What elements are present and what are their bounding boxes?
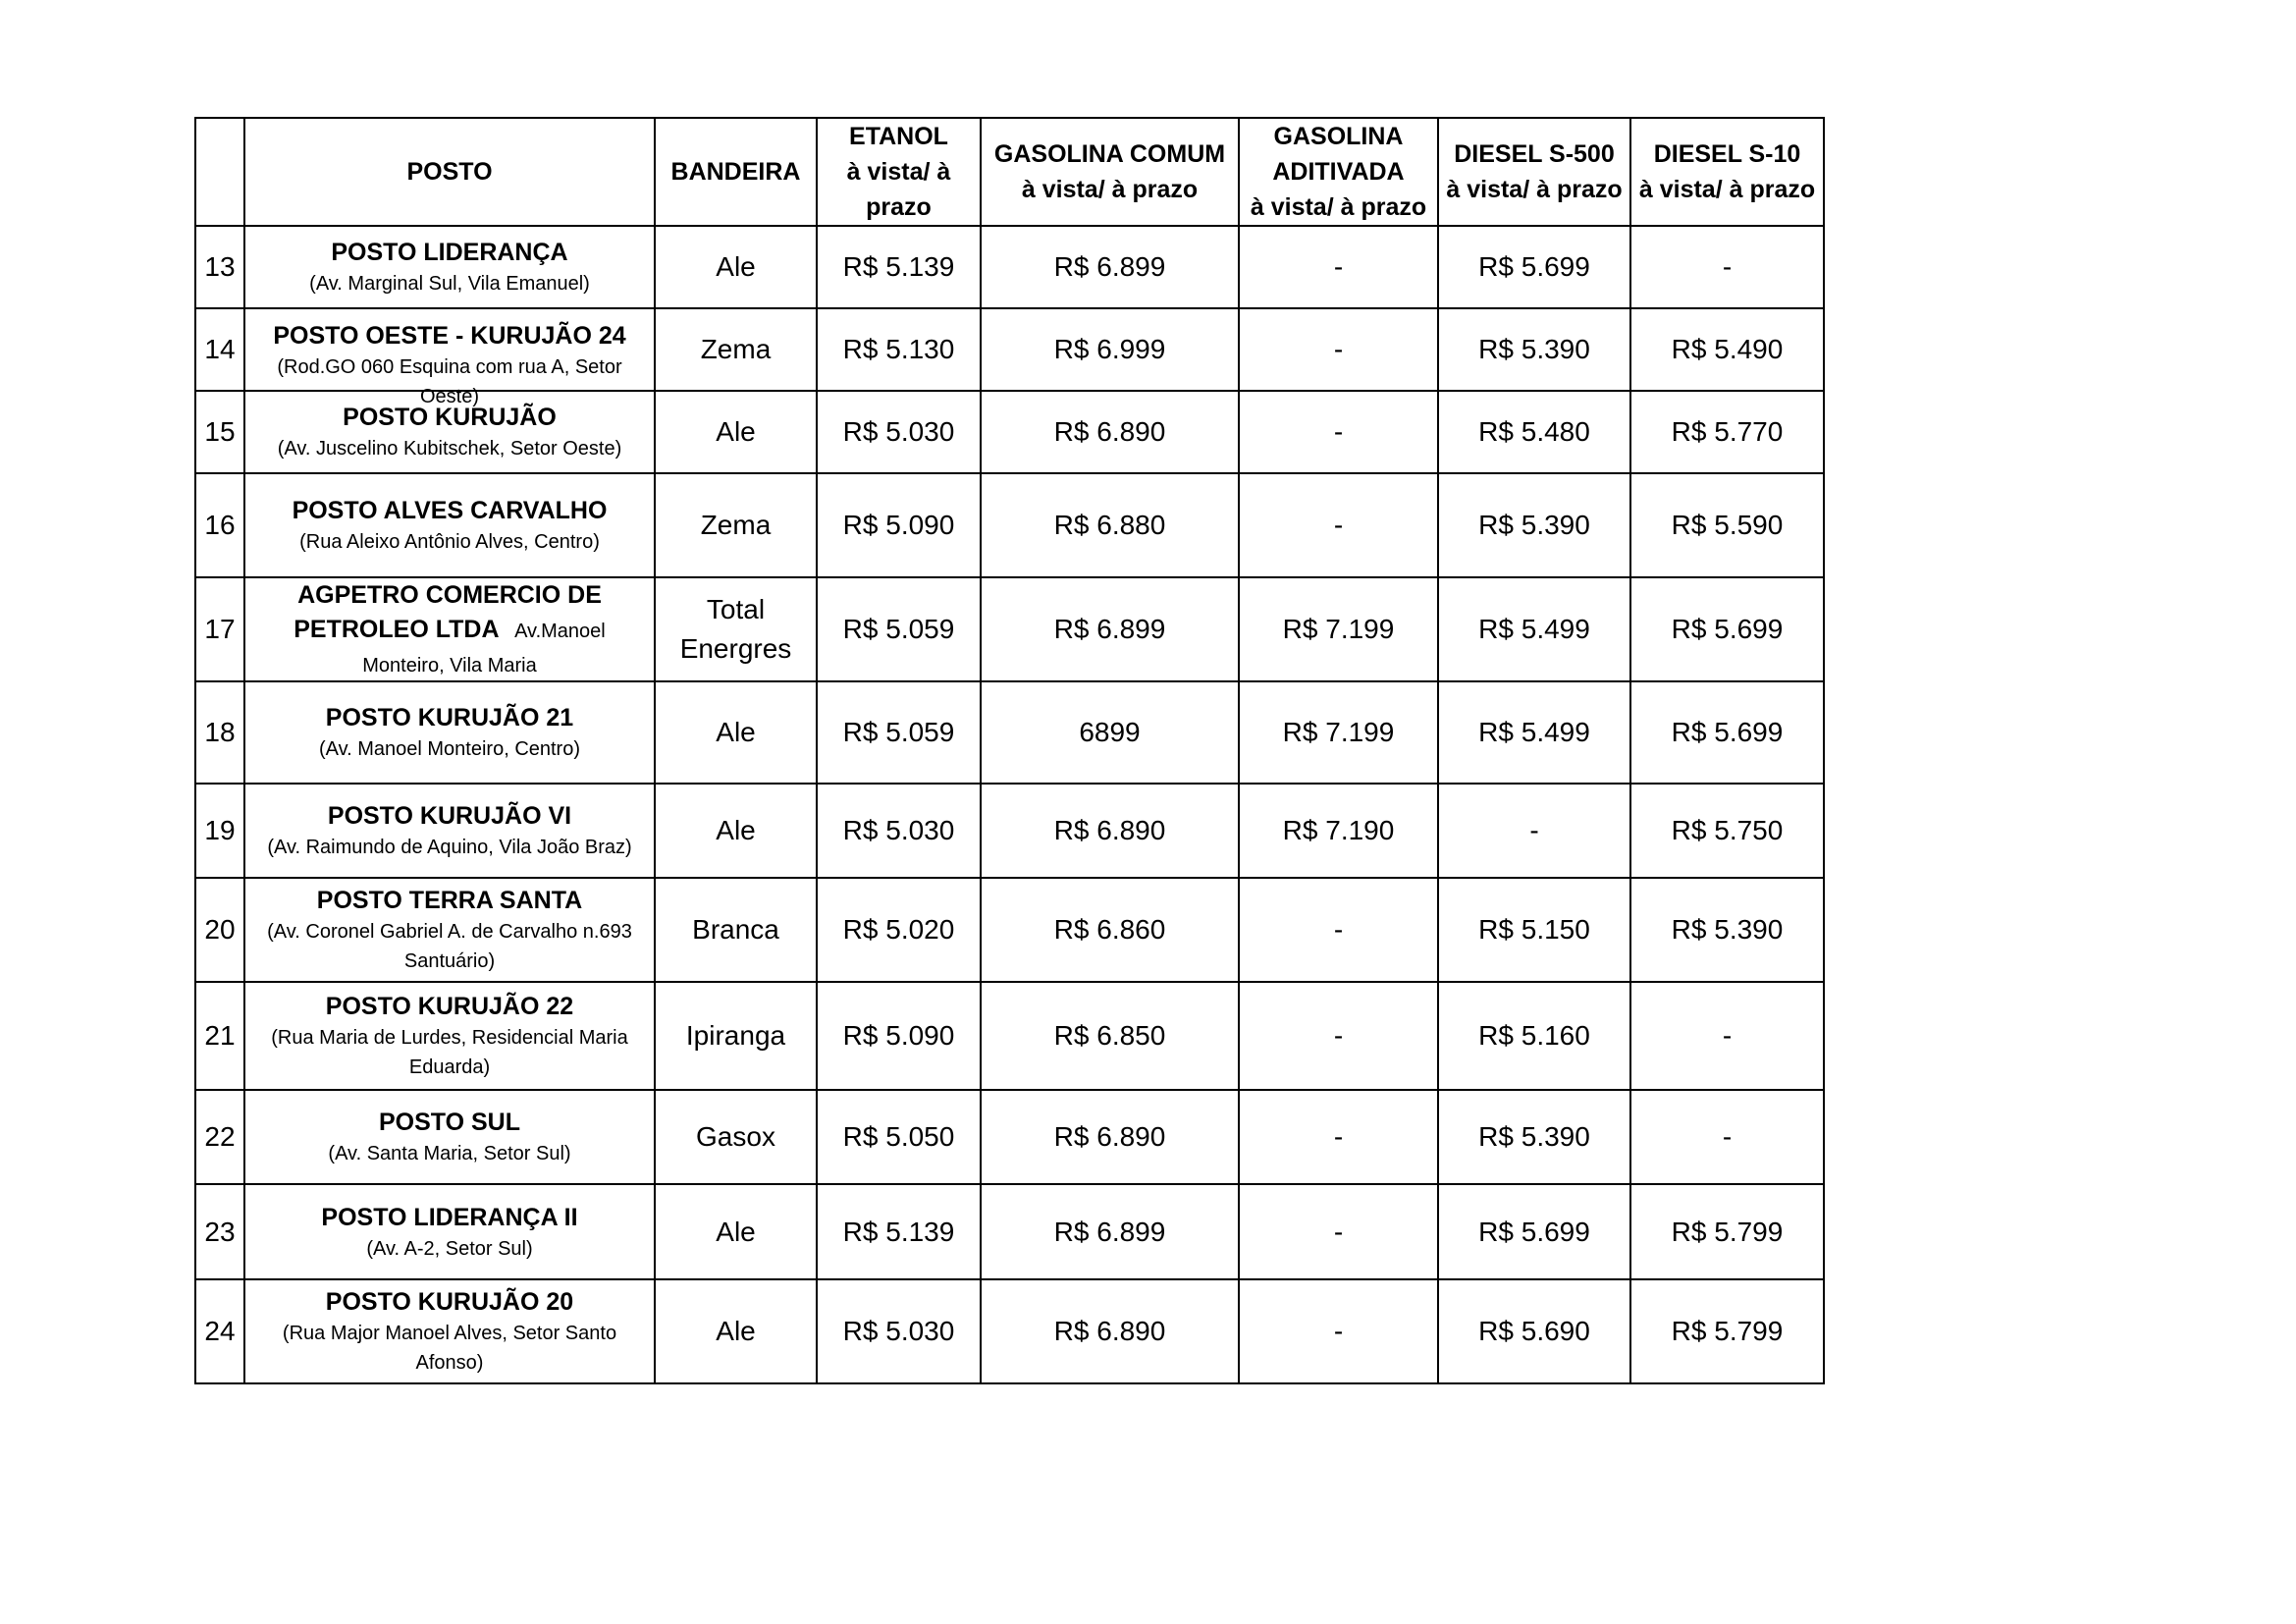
diesel-s10-price: R$ 5.699 — [1630, 681, 1824, 784]
diesel-s10-price: R$ 5.699 — [1630, 577, 1824, 681]
diesel-s500-price: R$ 5.499 — [1438, 577, 1630, 681]
posto-cell — [244, 391, 655, 473]
gasolina-comum-price: R$ 6.899 — [981, 1184, 1239, 1279]
header-diesel-s10-title: DIESEL S-10 — [1653, 140, 1801, 168]
header-gasolina-aditivada-title-1: GASOLINA — [1273, 123, 1404, 150]
gasolina-aditivada-price: - — [1239, 1090, 1438, 1184]
gasolina-aditivada-price: - — [1239, 473, 1438, 577]
header-gasolina-aditivada — [1239, 118, 1438, 226]
bandeira-cell: Ale — [655, 391, 817, 473]
posto-name: POSTO TERRA SANTA — [316, 887, 583, 914]
posto-name: POSTO LIDERANÇA II — [321, 1203, 578, 1231]
diesel-s500-price: R$ 5.390 — [1438, 308, 1630, 391]
posto-address: (Av. Raimundo de Aquino, Vila João Braz) — [267, 837, 632, 858]
table-row — [195, 473, 1824, 577]
etanol-price: R$ 5.090 — [817, 473, 981, 577]
posto-cell — [244, 577, 655, 681]
posto-name: POSTO ALVES CARVALHO — [292, 497, 608, 524]
posto-address: (Rua Maria de Lurdes, Residencial Maria Eduarda) — [271, 1027, 628, 1078]
row-number: 19 — [195, 784, 244, 878]
gasolina-comum-price: R$ 6.860 — [981, 878, 1239, 982]
diesel-s500-price: R$ 5.390 — [1438, 1090, 1630, 1184]
posto-cell — [244, 681, 655, 784]
bandeira-cell: Ale — [655, 1279, 817, 1383]
bandeira-cell: Zema — [655, 473, 817, 577]
posto-address: (Av. Juscelino Kubitschek, Setor Oeste) — [277, 438, 622, 460]
gasolina-comum-price: R$ 6.890 — [981, 784, 1239, 878]
table-row — [195, 982, 1824, 1090]
row-number: 20 — [195, 878, 244, 982]
diesel-s10-price: - — [1630, 226, 1824, 308]
header-diesel-s10-terms: à vista/ à prazo — [1638, 176, 1816, 203]
header-diesel-s10 — [1630, 118, 1824, 226]
header-posto: POSTO — [244, 118, 655, 226]
row-number: 17 — [195, 577, 244, 681]
posto-cell — [244, 308, 655, 407]
etanol-price: R$ 5.059 — [817, 681, 981, 784]
header-etanol — [817, 118, 981, 226]
diesel-s500-price: R$ 5.480 — [1438, 391, 1630, 473]
etanol-price: R$ 5.090 — [817, 982, 981, 1090]
posto-cell — [244, 226, 655, 308]
header-gasolina-comum — [981, 118, 1239, 226]
gasolina-comum-price: R$ 6.999 — [981, 308, 1239, 391]
diesel-s500-price: R$ 5.390 — [1438, 473, 1630, 577]
table-row — [195, 1184, 1824, 1279]
header-bandeira: BANDEIRA — [655, 118, 817, 226]
gasolina-aditivada-price: - — [1239, 226, 1438, 308]
row-number: 16 — [195, 473, 244, 577]
row-number: 13 — [195, 226, 244, 308]
header-etanol-terms-2: prazo — [866, 193, 932, 221]
gasolina-aditivada-price: - — [1239, 391, 1438, 473]
posto-cell — [244, 784, 655, 878]
table-row — [195, 308, 1824, 391]
posto-name: POSTO OESTE - KURUJÃO 24 — [273, 322, 626, 350]
gasolina-comum-price: R$ 6.890 — [981, 391, 1239, 473]
posto-name: POSTO KURUJÃO 20 — [325, 1288, 574, 1316]
bandeira-cell: Ale — [655, 681, 817, 784]
row-number: 14 — [195, 308, 244, 391]
gasolina-aditivada-price: - — [1239, 982, 1438, 1090]
row-number: 23 — [195, 1184, 244, 1279]
gasolina-comum-price: R$ 6.880 — [981, 473, 1239, 577]
header-etanol-terms-1: à vista/ à — [846, 158, 951, 186]
etanol-price: R$ 5.050 — [817, 1090, 981, 1184]
posto-address: (Rua Aleixo Antônio Alves, Centro) — [299, 531, 600, 553]
row-number: 15 — [195, 391, 244, 473]
diesel-s10-price: R$ 5.590 — [1630, 473, 1824, 577]
posto-cell — [244, 473, 655, 577]
etanol-price: R$ 5.130 — [817, 308, 981, 391]
etanol-price: R$ 5.059 — [817, 577, 981, 681]
posto-address: (Av. Marginal Sul, Vila Emanuel) — [309, 273, 590, 295]
table-row — [195, 784, 1824, 878]
posto-address: (Av. Manoel Monteiro, Centro) — [318, 738, 581, 760]
posto-name: AGPETRO COMERCIO DE — [297, 581, 602, 609]
gasolina-aditivada-price: - — [1239, 1279, 1438, 1383]
gasolina-aditivada-price: R$ 7.190 — [1239, 784, 1438, 878]
header-gasolina-comum-title: GASOLINA COMUM — [993, 140, 1226, 168]
header-diesel-s500-terms: à vista/ à prazo — [1446, 176, 1623, 203]
gasolina-aditivada-price: R$ 7.199 — [1239, 681, 1438, 784]
posto-name: POSTO KURUJÃO 22 — [325, 993, 574, 1020]
bandeira-cell: Ipiranga — [655, 982, 817, 1090]
posto-address: Av.Manoel Monteiro, Vila Maria — [362, 621, 606, 677]
table-row — [195, 226, 1824, 308]
row-number: 18 — [195, 681, 244, 784]
diesel-s500-price: R$ 5.699 — [1438, 1184, 1630, 1279]
posto-address: (Av. Coronel Gabriel A. de Carvalho n.693 Santuário) — [267, 921, 632, 972]
diesel-s10-price: - — [1630, 1090, 1824, 1184]
bandeira-cell: Gasox — [655, 1090, 817, 1184]
etanol-price: R$ 5.020 — [817, 878, 981, 982]
posto-name: POSTO KURUJÃO 21 — [325, 704, 574, 731]
row-number: 21 — [195, 982, 244, 1090]
diesel-s10-price: - — [1630, 982, 1824, 1090]
posto-name: POSTO LIDERANÇA — [331, 239, 568, 266]
header-etanol-title: ETANOL — [849, 123, 948, 150]
table-row — [195, 1090, 1824, 1184]
table-row — [195, 681, 1824, 784]
diesel-s500-price: - — [1438, 784, 1630, 878]
bandeira-cell: Branca — [655, 878, 817, 982]
header-gasolina-comum-terms: à vista/ à prazo — [1021, 176, 1199, 203]
diesel-s500-price: R$ 5.699 — [1438, 226, 1630, 308]
row-number: 22 — [195, 1090, 244, 1184]
row-number: 24 — [195, 1279, 244, 1383]
etanol-price: R$ 5.139 — [817, 1184, 981, 1279]
posto-cell — [244, 982, 655, 1090]
table-row — [195, 391, 1824, 473]
table-row — [195, 1279, 1824, 1383]
diesel-s10-price: R$ 5.770 — [1630, 391, 1824, 473]
fuel-price-table — [194, 117, 1825, 1384]
diesel-s10-price: R$ 5.490 — [1630, 308, 1824, 391]
posto-address: (Rua Major Manoel Alves, Setor Santo Afonso) — [282, 1323, 617, 1374]
posto-address: (Av. A-2, Setor Sul) — [366, 1237, 533, 1260]
table-row — [195, 878, 1824, 982]
posto-cell — [244, 1279, 655, 1383]
etanol-price: R$ 5.030 — [817, 784, 981, 878]
diesel-s500-price: R$ 5.499 — [1438, 681, 1630, 784]
diesel-s10-price: R$ 5.799 — [1630, 1279, 1824, 1383]
gasolina-aditivada-price: - — [1239, 1184, 1438, 1279]
posto-name: POSTO KURUJÃO VI — [327, 802, 572, 830]
header-gasolina-aditivada-terms: à vista/ à prazo — [1250, 193, 1427, 221]
diesel-s500-price: R$ 5.160 — [1438, 982, 1630, 1090]
bandeira-cell: Zema — [655, 308, 817, 391]
header-gasolina-aditivada-title-2: ADITIVADA — [1272, 158, 1405, 186]
header-diesel-s500 — [1438, 118, 1630, 226]
bandeira-cell: Ale — [655, 226, 817, 308]
posto-name: POSTO SUL — [378, 1109, 520, 1136]
gasolina-aditivada-price: - — [1239, 878, 1438, 982]
table-row — [195, 577, 1824, 681]
etanol-price: R$ 5.030 — [817, 1279, 981, 1383]
gasolina-comum-price: 6899 — [981, 681, 1239, 784]
posto-name-address-line — [251, 612, 648, 680]
posto-address: (Rod.GO 060 Esquina com rua A, Setor Oeste) — [277, 356, 622, 407]
diesel-s500-price: R$ 5.150 — [1438, 878, 1630, 982]
gasolina-comum-price: R$ 6.899 — [981, 226, 1239, 308]
header-number — [195, 118, 244, 226]
bandeira-cell: Ale — [655, 784, 817, 878]
gasolina-comum-price: R$ 6.850 — [981, 982, 1239, 1090]
posto-cell — [244, 878, 655, 982]
gasolina-aditivada-price: R$ 7.199 — [1239, 577, 1438, 681]
posto-cell — [244, 1090, 655, 1184]
posto-name: POSTO KURUJÃO — [343, 404, 557, 431]
header-diesel-s500-title: DIESEL S-500 — [1454, 140, 1615, 168]
diesel-s10-price: R$ 5.390 — [1630, 878, 1824, 982]
etanol-price: R$ 5.030 — [817, 391, 981, 473]
diesel-s10-price: R$ 5.799 — [1630, 1184, 1824, 1279]
bandeira-cell: Ale — [655, 1184, 817, 1279]
gasolina-comum-price: R$ 6.890 — [981, 1279, 1239, 1383]
gasolina-aditivada-price: - — [1239, 308, 1438, 391]
diesel-s500-price: R$ 5.690 — [1438, 1279, 1630, 1383]
bandeira-cell: Total Energres — [655, 577, 817, 681]
posto-cell — [244, 1184, 655, 1279]
posto-name-continued: PETROLEO LTDA — [294, 616, 500, 643]
diesel-s10-price: R$ 5.750 — [1630, 784, 1824, 878]
gasolina-comum-price: R$ 6.890 — [981, 1090, 1239, 1184]
gasolina-comum-price: R$ 6.899 — [981, 577, 1239, 681]
posto-address: (Av. Santa Maria, Setor Sul) — [328, 1143, 571, 1164]
header-row — [195, 118, 1824, 226]
etanol-price: R$ 5.139 — [817, 226, 981, 308]
